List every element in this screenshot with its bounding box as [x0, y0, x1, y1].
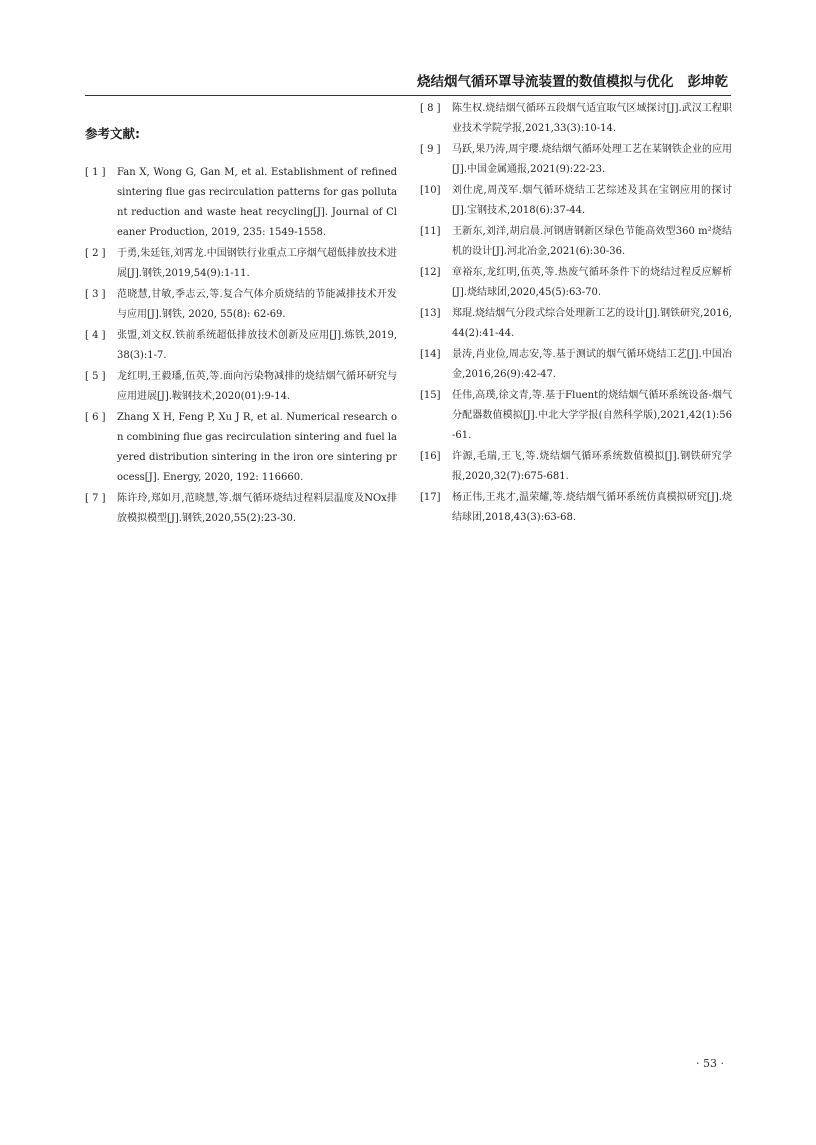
reference-number: [ 7 ]	[85, 493, 106, 504]
reference-text: 任伟,高璞,徐文青,等.基于Fluent的烧结烟气循环系统设备-烟气分配器数值模拟[J].中北大学学报(自然科学版),2021,42(1):56-61.	[452, 390, 732, 441]
reference-text: 郑琨.烧结烟气分段式综合处理新工艺的设计[J].钢铁研究,2016,44(2):41-44.	[452, 308, 732, 339]
reference-item	[420, 447, 732, 487]
reference-item	[420, 99, 732, 139]
reference-number: [15]	[420, 390, 441, 401]
reference-number: [10]	[420, 185, 441, 196]
reference-text: 章裕东,龙红明,伍英,等.热废气循环条件下的烧结过程反应解析[J].烧结球团,2020,45(5):63-70.	[452, 267, 732, 298]
header-author: 彭坤乾	[687, 74, 728, 90]
reference-number: [ 2 ]	[85, 248, 106, 259]
reference-number: [17]	[420, 492, 441, 503]
reference-item	[85, 489, 397, 529]
reference-text: 陈生权.烧结烟气循环五段烟气适宜取气区域探讨[J].武汉工程职业技术学院学报,2021,33(3):10-14.	[452, 103, 732, 134]
references-right-column	[420, 99, 732, 529]
reference-text: Fan X, Wong G, Gan M, et al. Establishment of refined sintering flue gas recirculation patterns for gas pollutant reduction and waste heat recycling[J]. Journal of Cleaner Production, 2019, 235: 1549-1558.	[117, 167, 397, 238]
reference-number: [11]	[420, 226, 441, 237]
reference-number: [ 1 ]	[85, 167, 106, 178]
reference-number: [13]	[420, 308, 441, 319]
reference-item	[420, 386, 732, 446]
reference-text: 陈许玲,郑如月,范晓慧,等.烟气循环烧结过程料层温度及NOx排放模拟模型[J].钢铁,2020,55(2):23-30.	[117, 493, 397, 524]
reference-item	[85, 244, 397, 284]
reference-number: [ 4 ]	[85, 330, 106, 341]
reference-text: 马跃,果乃涛,周宇璎.烧结烟气循环处理工艺在某钢铁企业的应用[J].中国金属通报,2021(9):22-23.	[452, 144, 732, 175]
reference-text: 王新东,刘洋,胡启晨.河钢唐钢新区绿色节能高效型360 m²烧结机的设计[J].河北冶金,2021(6):30-36.	[452, 226, 732, 257]
reference-item	[420, 222, 732, 262]
reference-text: 于勇,朱廷钰,刘霄龙.中国钢铁行业重点工序烟气超低排放技术进展[J].钢铁,2019,54(9):1-11.	[117, 248, 397, 279]
reference-number: [12]	[420, 267, 441, 278]
header-rule	[85, 95, 731, 96]
references-title: 参考文献:	[85, 126, 140, 141]
reference-text: Zhang X H, Feng P, Xu J R, et al. Numerical research on combining flue gas recirculation sintering and fuel layered distribution sintering in the iron ore sintering process[J]. Energy, 2020, 192: 116660.	[117, 412, 397, 483]
reference-text: 许源,毛瑞,王飞,等.烧结烟气循环系统数值模拟[J].钢铁研究学报,2020,32(7):675-681.	[452, 451, 732, 482]
reference-item	[420, 181, 732, 221]
reference-text: 刘仕虎,周茂军.烟气循环烧结工艺综述及其在宝钢应用的探讨[J].宝钢技术,2018(6):37-44.	[452, 185, 732, 216]
reference-text: 杨正伟,王兆才,温荣耀,等.烧结烟气循环系统仿真模拟研究[J].烧结球团,2018,43(3):63-68.	[452, 492, 732, 523]
page-number: · 53 ·	[696, 1057, 724, 1070]
reference-item	[85, 163, 397, 243]
header-title: 烧结烟气循环罩导流装置的数值模拟与优化	[417, 74, 674, 90]
reference-number: [ 9 ]	[420, 144, 441, 155]
reference-number: [14]	[420, 349, 441, 360]
reference-number: [ 8 ]	[420, 103, 441, 114]
reference-item	[85, 285, 397, 325]
reference-item	[420, 345, 732, 385]
reference-text: 景涛,肖业俭,周志安,等.基于测试的烟气循环烧结工艺[J].中国冶金,2016,26(9):42-47.	[452, 349, 732, 380]
references-left-column	[85, 163, 397, 530]
reference-item	[85, 408, 397, 488]
reference-item	[85, 326, 397, 366]
reference-number: [ 6 ]	[85, 412, 106, 423]
reference-text: 龙红明,王毅璠,伍英,等.面向污染物减排的烧结烟气循环研究与应用进展[J].鞍钢技术,2020(01):9-14.	[117, 371, 397, 402]
reference-number: [ 5 ]	[85, 371, 106, 382]
reference-item	[420, 140, 732, 180]
reference-item	[420, 488, 732, 528]
reference-item	[420, 263, 732, 303]
reference-text: 范晓慧,甘敏,季志云,等.复合气体介质烧结的节能减排技术开发与应用[J].钢铁, 2020, 55(8): 62-69.	[117, 289, 397, 320]
reference-number: [16]	[420, 451, 441, 462]
running-header	[417, 70, 728, 90]
reference-text: 张盟,刘文权.铁前系统超低排放技术创新及应用[J].炼铁,2019, 38(3):1-7.	[117, 330, 397, 361]
reference-item	[420, 304, 732, 344]
reference-item	[85, 367, 397, 407]
reference-number: [ 3 ]	[85, 289, 106, 300]
